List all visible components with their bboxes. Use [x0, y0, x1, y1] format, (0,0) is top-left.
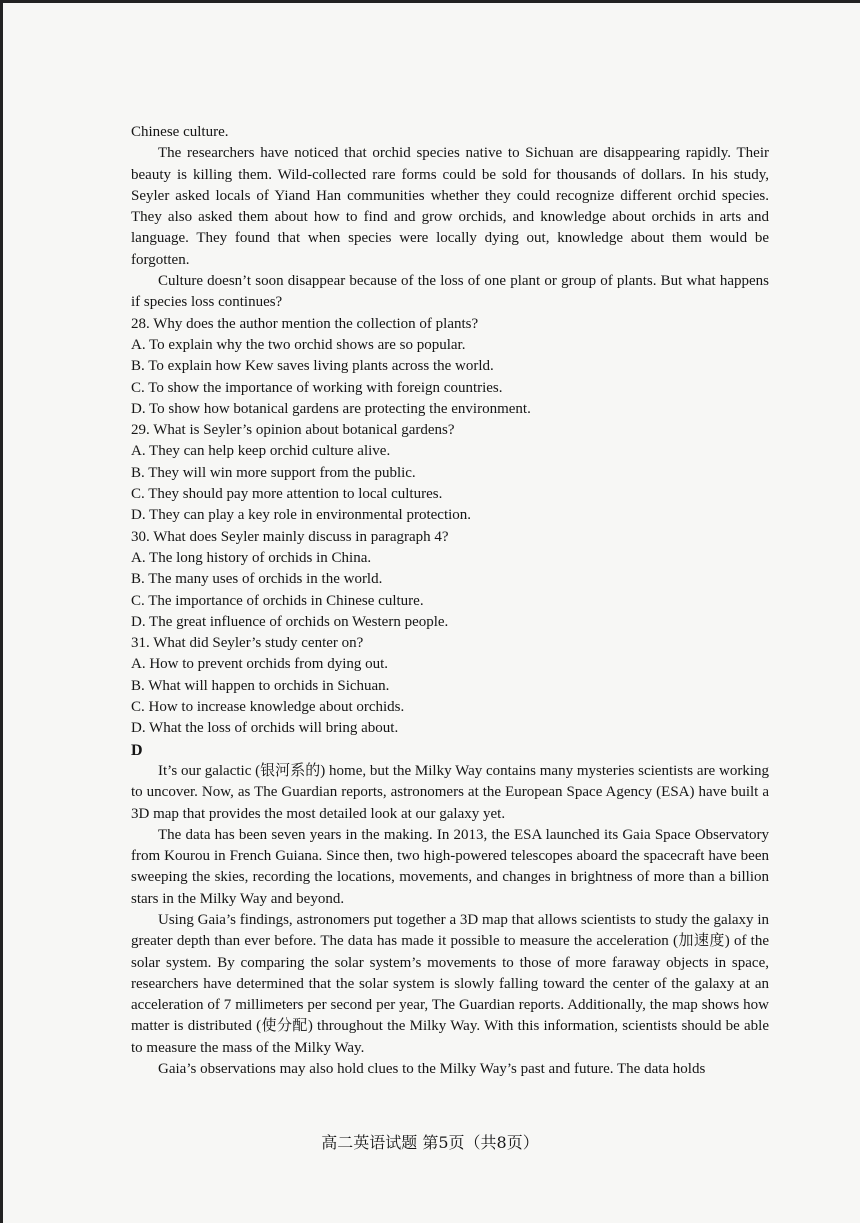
question-28: [131, 314, 769, 420]
scan-edge-left: [0, 0, 3, 1223]
page-footer: 高二英语试题 第5页（共8页）: [321, 1133, 539, 1152]
option-d: D. To show how botanical gardens are protecting the environment.: [131, 400, 531, 417]
question-stem: 31. What did Seyler’s study center on?: [131, 635, 364, 652]
option-c: C. The importance of orchids in Chinese culture.: [131, 592, 424, 609]
question-stem: 29. What is Seyler’s opinion about botanical gardens?: [131, 422, 455, 439]
paragraph-researchers: The researchers have noticed that orchid species native to Sichuan are disappearing rapidly. Their beauty is killing them. Wild-collected rare forms could be sold for thousands of dollars. In his study, Seyler asked locals of Yiand Han communities whether they could recognize different orchid species. They also asked them about how to find and grow orchids, and knowledge about orchids in arts and language. They found that when species were locally dying out, knowledge about them would be forgotten.: [131, 145, 769, 268]
option-d: D. They can play a key role in environmental protection.: [131, 507, 472, 524]
scan-edge-top: [0, 0, 860, 3]
question-stem: 28. Why does the author mention the collection of plants?: [131, 315, 479, 332]
question-stem: 30. What does Seyler mainly discuss in paragraph 4?: [131, 528, 449, 545]
option-a: A. They can help keep orchid culture alive.: [131, 443, 391, 460]
option-b: B. To explain how Kew saves living plants across the world.: [131, 358, 494, 375]
paragraph-gaia-findings: Using Gaia’s findings, astronomers put together a 3D map that allows scientists to study the galaxy in greater depth than ever before. The data has made it possible to measure the acceleration (加速度) of the solar system. By comparing the solar system’s movements to those of more faraway objects in space, researchers have determined that the solar system is slowly falling toward the center of the galaxy at an acceleration of 7 millimeters per second per year, The Guardian reports. Additionally, the map shows how matter is distributed (使分配) throughout the Milky Way. With this information, scientists should be able to measure the mass of the Milky Way.: [131, 911, 769, 1056]
question-31: [131, 633, 769, 739]
paragraph-culture: Culture doesn’t soon disappear because of the loss of one plant or group of plants. But what happens if species loss continues?: [131, 273, 769, 311]
section-heading-d: D: [131, 741, 143, 759]
option-c: C. They should pay more attention to local cultures.: [131, 486, 443, 503]
option-a: A. The long history of orchids in China.: [131, 549, 372, 566]
option-b: B. They will win more support from the public.: [131, 464, 416, 481]
paragraph-galactic-home: It’s our galactic (银河系的) home, but the Milky Way contains many mysteries scientists are working to uncover. Now, as The Guardian reports, astronomers at the European Space Agency (ESA) have built a 3D map that provides the most detailed look at our galaxy yet.: [131, 762, 769, 822]
option-a: A. How to prevent orchids from dying out.: [131, 656, 389, 673]
option-c: C. How to increase knowledge about orchids.: [131, 699, 405, 716]
option-a: A. To explain why the two orchid shows are so popular.: [131, 336, 466, 353]
option-b: B. The many uses of orchids in the world.: [131, 571, 383, 588]
page-content: [131, 122, 769, 1080]
option-c: C. To show the importance of working with foreign countries.: [131, 379, 503, 396]
option-d: D. What the loss of orchids will bring about.: [131, 720, 399, 737]
option-b: B. What will happen to orchids in Sichuan.: [131, 677, 390, 694]
paragraph-continued: Chinese culture.: [131, 124, 229, 140]
paragraph-data-seven-years: The data has been seven years in the making. In 2013, the ESA launched its Gaia Space Observatory from Kourou in French Guiana. Since then, two high-powered telescopes aboard the spacecraft have been sweeping the skies, recording the locations, movements, and changes in brightness of more than a billion stars in the Milky Way and beyond.: [131, 826, 769, 907]
question-29: [131, 420, 769, 526]
paragraph-gaia-observations: Gaia’s observations may also hold clues to the Milky Way’s past and future. The data holds: [158, 1061, 706, 1078]
question-30: [131, 527, 769, 633]
option-d: D. The great influence of orchids on Western people.: [131, 613, 449, 630]
